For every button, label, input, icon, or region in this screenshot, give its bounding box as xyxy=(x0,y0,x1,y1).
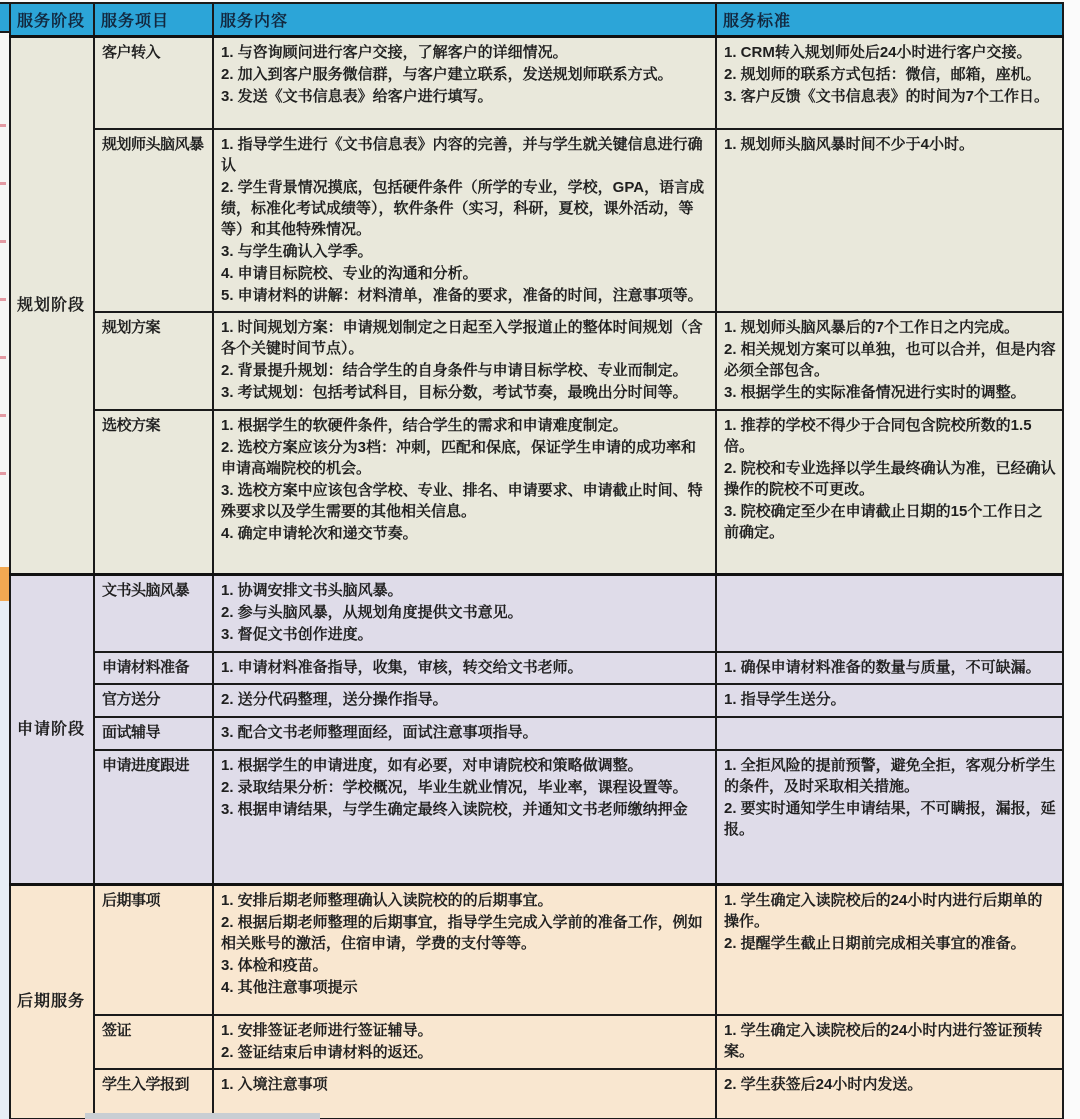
standard-line: 2. 学生获签后24小时内发送。 xyxy=(724,1075,923,1093)
gutter-dash xyxy=(0,182,6,185)
service-content-cell xyxy=(213,37,716,129)
service-standard-cell xyxy=(716,885,1063,1015)
table-row xyxy=(10,684,1063,717)
bottom-strip xyxy=(85,1113,320,1119)
content-line: 3. 发送《文书信息表》给客户进行填写。 xyxy=(221,88,493,105)
service-content-cell xyxy=(213,750,716,885)
service-standard-cell xyxy=(716,717,1063,750)
standard-line: 2. 规划师的联系方式包括：微信，邮箱，座机。 xyxy=(724,66,1041,83)
standard-line: 1. CRM转入规划师处后24小时进行客户交接。 xyxy=(724,44,1032,61)
service-item-cell: 选校方案 xyxy=(94,410,213,575)
content-line: 1. 安排后期老师整理确认入读院校的的后期事宜。 xyxy=(221,892,553,909)
content-line: 1. 入境注意事项 xyxy=(221,1075,328,1093)
content-line: 2. 背景提升规划：结合学生的自身条件与申请目标学校、专业而制定。 xyxy=(221,361,688,379)
column-header-standard: 服务标准 xyxy=(716,3,1063,37)
table-row xyxy=(10,652,1063,684)
content-line: 2. 根据后期老师整理的后期事宜，指导学生完成入学前的准备工作，例如相关账号的激活，住宿申请，学费的支付等等。 xyxy=(221,914,703,952)
gutter-orange-fragment xyxy=(0,567,9,601)
standard-line: 2. 院校和专业选择以学生最终确认为准，已经确认操作的院校不可更改。 xyxy=(724,459,1056,498)
column-header-item: 服务项目 xyxy=(94,3,213,37)
service-standard-cell xyxy=(716,312,1063,410)
left-gutter xyxy=(0,0,9,1119)
table-row xyxy=(10,37,1063,129)
service-item-cell: 签证 xyxy=(94,1015,213,1069)
content-line: 3. 根据申请结果，与学生确定最终入读院校，并通知文书老师缴纳押金 xyxy=(221,800,688,818)
table-row xyxy=(10,717,1063,750)
column-header-content: 服务内容 xyxy=(213,3,716,37)
service-content-cell xyxy=(213,885,716,1015)
service-content-cell xyxy=(213,652,716,684)
content-line: 2. 签证结束后申请材料的返还。 xyxy=(221,1043,433,1061)
standard-line: 1. 全拒风险的提前预警，避免全拒，客观分析学生的条件，及时采取相关措施。 xyxy=(724,756,1056,795)
table-row xyxy=(10,312,1063,410)
content-line: 4. 申请目标院校、专业的沟通和分析。 xyxy=(221,264,478,282)
content-line: 3. 督促文书创作进度。 xyxy=(221,626,373,643)
content-line: 1. 指导学生进行《文书信息表》内容的完善，并与学生就关键信息进行确认 xyxy=(221,135,703,174)
service-content-cell xyxy=(213,684,716,717)
content-line: 1. 与咨询顾问进行客户交接，了解客户的详细情况。 xyxy=(221,44,568,61)
service-content-cell xyxy=(213,1069,716,1119)
standard-line: 2. 提醒学生截止日期前完成相关事宜的准备。 xyxy=(724,935,1026,952)
service-item-cell: 官方送分 xyxy=(94,684,213,717)
service-item-cell: 申请材料准备 xyxy=(94,652,213,684)
service-standards-table xyxy=(9,2,1064,1119)
content-line: 1. 根据学生的申请进度，如有必要，对申请院校和策略做调整。 xyxy=(221,756,643,774)
content-line: 1. 根据学生的软硬件条件，结合学生的需求和申请难度制定。 xyxy=(221,416,628,434)
service-standard-cell xyxy=(716,750,1063,885)
standard-line: 1. 学生确定入读院校后的24小时内进行签证预转案。 xyxy=(724,1021,1043,1060)
content-line: 3. 选校方案中应该包含学校、专业、排名、申请要求、申请截止时间、特殊要求以及学生需要的其他相关信息。 xyxy=(221,481,703,520)
service-item-cell: 面试辅导 xyxy=(94,717,213,750)
table-row xyxy=(10,129,1063,312)
content-line: 3. 考试规划：包括考试科目，目标分数，考试节奏，最晚出分时间等。 xyxy=(221,383,688,401)
table-row xyxy=(10,750,1063,885)
column-header-stage: 服务阶段 xyxy=(10,3,94,37)
service-standard-cell xyxy=(716,652,1063,684)
service-item-cell: 文书头脑风暴 xyxy=(94,575,213,652)
standard-line: 1. 规划师头脑风暴时间不少于4小时。 xyxy=(724,135,975,153)
stage-cell: 后期服务 xyxy=(10,885,94,1119)
service-content-cell xyxy=(213,410,716,575)
service-content-cell xyxy=(213,312,716,410)
gutter-dash xyxy=(0,356,6,359)
service-standard-cell xyxy=(716,575,1063,652)
standard-line: 2. 相关规划方案可以单独，也可以合并，但是内容必须全部包含。 xyxy=(724,340,1056,379)
content-line: 2. 送分代码整理，送分操作指导。 xyxy=(221,690,448,708)
gutter-dash xyxy=(0,472,6,475)
content-line: 3. 配合文书老师整理面经，面试注意事项指导。 xyxy=(221,723,538,741)
stage-cell: 申请阶段 xyxy=(10,575,94,885)
service-item-cell: 申请进度跟进 xyxy=(94,750,213,885)
service-item-cell: 规划方案 xyxy=(94,312,213,410)
gutter-dash xyxy=(0,240,6,243)
standard-line: 2. 要实时通知学生申请结果，不可瞒报，漏报，延报。 xyxy=(724,799,1056,838)
standard-line: 1. 推荐的学校不得少于合同包含院校所数的1.5倍。 xyxy=(724,416,1032,455)
content-line: 2. 学生背景情况摸底，包括硬件条件（所学的专业，学校，GPA，语言成绩，标准化考试成绩等），软件条件（实习，科研，夏校，课外活动，等等）和其他特殊情况。 xyxy=(221,178,705,238)
standard-line: 3. 客户反馈《文书信息表》的时间为7个工作日。 xyxy=(724,88,1050,105)
gutter-dash xyxy=(0,124,6,127)
table-row xyxy=(10,575,1063,652)
standard-line: 3. 院校确定至少在申请截止日期的15个工作日之前确定。 xyxy=(724,502,1043,541)
content-line: 4. 确定申请轮次和递交节奏。 xyxy=(221,524,418,542)
service-content-cell xyxy=(213,575,716,652)
service-content-cell xyxy=(213,129,716,312)
content-line: 3. 体检和疫苗。 xyxy=(221,957,328,974)
standard-line: 1. 学生确定入读院校后的24小时内进行后期单的操作。 xyxy=(724,892,1043,930)
standard-line: 3. 根据学生的实际准备情况进行实时的调整。 xyxy=(724,383,1026,401)
service-content-cell xyxy=(213,1015,716,1069)
table-row xyxy=(10,885,1063,1015)
content-line: 4. 其他注意事项提示 xyxy=(221,979,358,996)
service-standard-cell xyxy=(716,684,1063,717)
service-content-cell xyxy=(213,717,716,750)
service-standard-cell xyxy=(716,410,1063,575)
content-line: 2. 选校方案应该分为3档：冲刺，匹配和保底，保证学生申请的成功率和申请高端院校的机会。 xyxy=(221,438,697,477)
standard-line: 1. 规划师头脑风暴后的7个工作日之内完成。 xyxy=(724,318,1020,336)
content-line: 1. 时间规划方案：申请规划制定之日起至入学报道止的整体时间规划（含各个关键时间节点）。 xyxy=(221,318,703,357)
table-row xyxy=(10,1069,1063,1119)
table-row xyxy=(10,1015,1063,1069)
header-row xyxy=(10,3,1063,37)
service-item-cell: 客户转入 xyxy=(94,37,213,129)
standard-line: 1. 确保申请材料准备的数量与质量，不可缺漏。 xyxy=(724,658,1041,676)
service-standard-cell xyxy=(716,129,1063,312)
service-item-cell: 规划师头脑风暴 xyxy=(94,129,213,312)
gutter-header-fragment xyxy=(0,2,9,33)
content-line: 5. 申请材料的讲解：材料清单，准备的要求，准备的时间，注意事项等。 xyxy=(221,286,703,304)
content-line: 2. 录取结果分析：学校概况，毕业生就业情况，毕业率，课程设置等。 xyxy=(221,778,688,796)
content-line: 2. 加入到客户服务微信群，与客户建立联系，发送规划师联系方式。 xyxy=(221,66,673,83)
content-line: 2. 参与头脑风暴，从规划角度提供文书意见。 xyxy=(221,604,523,621)
service-item-cell: 后期事项 xyxy=(94,885,213,1015)
stage-cell: 规划阶段 xyxy=(10,37,94,575)
gutter-dash xyxy=(0,298,6,301)
service-standard-cell xyxy=(716,37,1063,129)
standard-line: 1. 指导学生送分。 xyxy=(724,690,846,708)
content-line: 1. 协调安排文书头脑风暴。 xyxy=(221,582,403,599)
content-line: 3. 与学生确认入学季。 xyxy=(221,242,373,260)
content-line: 1. 申请材料准备指导，收集，审核，转交给文书老师。 xyxy=(221,658,583,676)
service-standard-cell xyxy=(716,1015,1063,1069)
table-row xyxy=(10,410,1063,575)
gutter-dash xyxy=(0,414,6,417)
service-item-cell: 学生入学报到 xyxy=(94,1069,213,1119)
content-line: 1. 安排签证老师进行签证辅导。 xyxy=(221,1021,433,1039)
service-standard-cell xyxy=(716,1069,1063,1119)
gutter-blue-fragment xyxy=(0,601,9,1119)
